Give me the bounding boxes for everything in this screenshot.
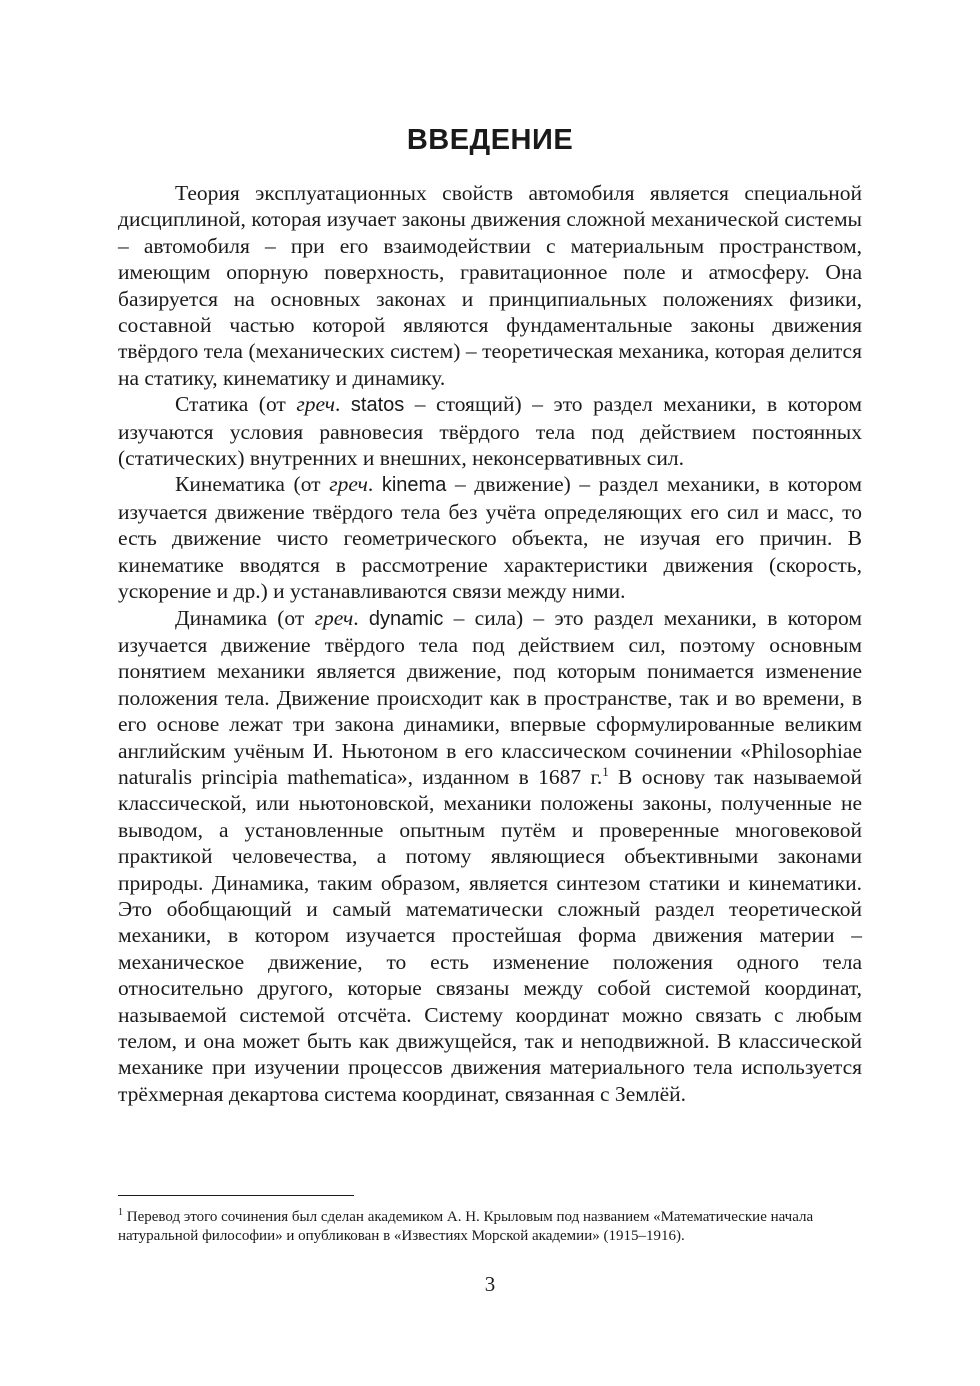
paragraph-kinematics <box>118 471 862 604</box>
page-title: ВВЕДЕНИЕ <box>406 124 574 156</box>
footnote <box>118 1208 862 1246</box>
paragraph-statics-body: – стоящий) – это раздел механики, в котором изучаются условия равновесия твёрдого тела под действием постоянных (статических) внутренних и внешних, неконсервативных сил. <box>118 392 862 471</box>
punctuation: . <box>367 472 382 497</box>
footnote-marker: 1 <box>118 1207 123 1218</box>
greek-abbreviation: греч <box>296 392 335 417</box>
paragraph-kinematics-lead: Кинематика (от <box>175 472 330 497</box>
term-statos: statos <box>350 394 405 417</box>
paragraph-kinematics-body: – движение) – раздел механики, в котором изучается движение твёрдого тела без учёта определяющих его сил и масс, то есть движение чисто геометрического объекта, не изучая его причин. В кинематике вводятся в рассмотрение характеристики движения (скорость, ускорение и др.) и устанавливаются связи между ними. <box>118 472 863 604</box>
punctuation: . <box>335 392 351 417</box>
paragraph-dynamics-body-1: – сила) – это раздел механики, в котором изучается движение твёрдого тела под действием сил, поэтому основным понятием механики является движение, под которым понимается изменение положения тела. Движение происходит как в пространстве, так и во времени, в его основе лежат три закона динамики, впервые сформулированные великим английским учёным И. Ньютоном в его классическом сочинении «Philosophiae naturalis principia mathematica», изданном в 1687 г. <box>118 605 862 789</box>
footnote-text: Перевод этого сочинения был сделан академиком А. Н. Крыловым под названием «Математические начала натуральной философии» и опубликован в «Известиях Морской академии» (1915–1916). <box>118 1209 814 1244</box>
paragraph-dynamics-body-2: В основу так называемой классической, или ньютоновской, механики положены законы, полученные не выводом, а установленные опытным путём и проверенные многовековой практикой человечества, а потому являющиеся объективными законами природы. Динамика, таким образом, является синтезом статики и кинематики. Это обобщающий и самый математически сложный раздел теоретической механики, в котором изучается простейшая форма движения материи – механическое движение, то есть изменение положения одного тела относительно другого, которые связаны между собой системой координат, называемой системой отсчёта. Систему координат можно связать с любым телом, и она может быть как движущейся, так и неподвижной. В классической механике при изучении процессов движения материального тела используется трёхмерная декартова система координат, связанная с Землёй. <box>118 764 863 1106</box>
footnote-reference[interactable]: 1 <box>602 763 609 779</box>
paragraph-dynamics <box>118 605 862 1108</box>
paragraph-statics-lead: Статика (от <box>175 392 297 417</box>
body-text <box>118 180 862 1107</box>
term-kinema: kinema <box>381 474 447 497</box>
punctuation: . <box>353 605 369 630</box>
page-number: 3 <box>484 1272 496 1296</box>
paragraph-statics <box>118 391 862 471</box>
footnote-divider <box>118 1195 354 1196</box>
greek-abbreviation: греч <box>314 605 354 630</box>
term-dynamic: dynamic <box>368 607 444 630</box>
paragraph-intro: Теория эксплуатационных свойств автомобиля является специальной дисциплиной, которая изучает законы движения сложной механической системы – автомобиля – при его взаимодействии с материальным пространством, имеющим опорную поверхность, гравитационное поле и атмосферу. Она базируется на основных законах и принципиальных положениях физики, составной частью которой являются фундаментальные законы движения твёрдого тела (механических систем) – теоретическая механика, которая делится на статику, кинематику и динамику. <box>118 181 862 390</box>
greek-abbreviation: греч <box>329 472 368 497</box>
paragraph-dynamics-lead: Динамика (от <box>175 605 315 630</box>
